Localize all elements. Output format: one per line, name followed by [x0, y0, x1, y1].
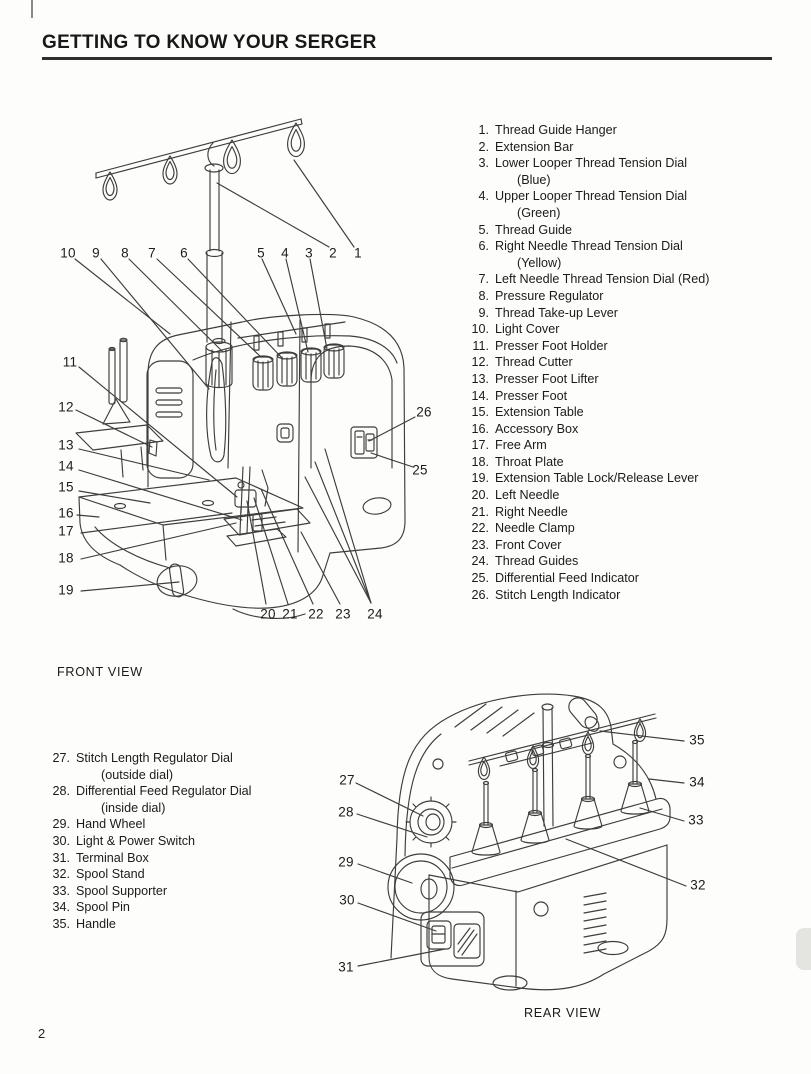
pressure-regulator-shape	[206, 339, 232, 388]
callout-number: 16	[58, 505, 74, 521]
part-item: 6. Right Needle Thread Tension Dial	[478, 239, 683, 254]
callout-number: 32	[690, 877, 706, 893]
rear-thread-guides	[469, 714, 656, 779]
callout-number: 6	[180, 245, 188, 261]
callout-number: 4	[281, 245, 289, 261]
part-item: 2. Extension Bar	[478, 139, 574, 154]
part-item-sub: (outside dial)	[101, 767, 174, 782]
part-item: 3. Lower Looper Thread Tension Dial	[478, 156, 688, 171]
handle-shape	[565, 694, 602, 734]
front-view-caption: FRONT VIEW	[57, 665, 143, 679]
callout-number: 30	[339, 892, 355, 908]
part-item-sub: (Yellow)	[517, 255, 562, 270]
callout-number: 26	[416, 404, 432, 420]
switch-terminal-shapes	[421, 912, 484, 966]
callout-number: 34	[689, 774, 705, 790]
callout-number: 23	[335, 606, 351, 622]
callout-number: 3	[305, 245, 313, 261]
part-item: 22. Needle Clamp	[471, 521, 575, 536]
part-item: 14. Presser Foot	[471, 388, 568, 403]
part-item: 12. Thread Cutter	[471, 355, 573, 370]
callout-number: 19	[58, 582, 74, 598]
callout-number: 17	[58, 523, 74, 539]
light-cover-shape	[147, 361, 193, 478]
rear-view-parts-list	[44, 750, 354, 933]
callout-number: 33	[688, 812, 704, 828]
part-item: 21. Right Needle	[471, 504, 568, 519]
part-item: 28. Differential Feed Regulator Dial	[52, 784, 252, 799]
part-item-sub: (inside dial)	[101, 800, 166, 815]
callout-number: 22	[308, 606, 324, 622]
callout-number: 13	[58, 437, 74, 453]
callout-number: 2	[329, 245, 337, 261]
callout-number: 14	[58, 458, 74, 474]
part-item: 29. Hand Wheel	[52, 817, 146, 832]
callout-number: 7	[148, 245, 156, 261]
part-item: 34. Spool Pin	[52, 900, 130, 915]
regulator-dial-shape	[406, 797, 456, 847]
part-item: 26. Stitch Length Indicator	[471, 587, 621, 602]
callout-number: 24	[367, 606, 383, 622]
callout-number: 20	[260, 606, 276, 622]
part-item: 16. Accessory Box	[471, 421, 579, 436]
front-view-parts-list	[462, 122, 807, 603]
hand-wheel-shape	[388, 854, 454, 920]
callout-number: 28	[338, 804, 354, 820]
callout-number: 27	[339, 772, 355, 788]
part-item: 18. Throat Plate	[471, 454, 564, 469]
extension-bar	[205, 164, 223, 342]
part-item: 7. Left Needle Thread Tension Dial (Red)	[478, 272, 710, 287]
part-item: 33. Spool Supporter	[52, 883, 168, 898]
part-item-sub: (Blue)	[517, 172, 551, 187]
part-item: 32. Spool Stand	[52, 867, 145, 882]
part-item-sub: (Green)	[517, 205, 561, 220]
front-view-leader-lines	[75, 160, 415, 604]
part-item: 23. Front Cover	[471, 537, 562, 552]
part-item: 30. Light & Power Switch	[52, 833, 195, 848]
callout-number: 11	[62, 354, 78, 370]
callout-number: 12	[58, 399, 74, 415]
part-item: 19. Extension Table Lock/Release Lever	[471, 471, 699, 486]
rear-view-drawing	[388, 694, 670, 990]
part-item: 25. Differential Feed Indicator	[471, 571, 639, 586]
callout-number: 35	[689, 732, 705, 748]
front-view-drawing	[76, 119, 405, 618]
part-item: 1. Thread Guide Hanger	[478, 123, 617, 137]
part-item: 31. Terminal Box	[52, 850, 149, 865]
part-item: 15. Extension Table	[471, 405, 584, 420]
callout-number: 25	[412, 462, 428, 478]
page-title: GETTING TO KNOW YOUR SERGER	[42, 32, 377, 53]
rear-view-caption: REAR VIEW	[524, 1006, 601, 1020]
part-item: 24. Thread Guides	[471, 554, 579, 569]
extension-table-shape	[79, 478, 330, 618]
callout-number: 31	[338, 959, 354, 975]
part-item: 9. Thread Take-up Lever	[478, 305, 618, 320]
callout-number: 10	[60, 245, 76, 261]
callout-number: 18	[58, 550, 74, 566]
part-item: 17. Free Arm	[471, 438, 547, 453]
part-item: 11. Presser Foot Holder	[472, 338, 608, 353]
callout-number: 8	[121, 245, 129, 261]
part-item: 10. Light Cover	[471, 322, 560, 337]
thread-hanger-hooks	[103, 123, 304, 200]
part-item: 20. Left Needle	[471, 488, 560, 503]
part-item: 8. Pressure Regulator	[478, 288, 604, 303]
callout-number: 15	[58, 479, 74, 495]
part-item: 5. Thread Guide	[478, 222, 573, 237]
callout-number: 1	[354, 245, 362, 261]
callout-number: 5	[257, 245, 265, 261]
callout-number: 29	[338, 854, 354, 870]
page-number: 2	[38, 1026, 46, 1041]
part-item: 35. Handle	[52, 916, 116, 931]
part-item: 27. Stitch Length Regulator Dial	[52, 751, 233, 765]
spool-stand-plate	[450, 798, 670, 885]
part-item: 4. Upper Looper Thread Tension Dial	[478, 189, 688, 204]
callout-number: 21	[282, 606, 298, 622]
vent-slits	[584, 893, 606, 953]
part-item: 13. Presser Foot Lifter	[471, 371, 599, 386]
callout-number: 9	[92, 245, 100, 261]
